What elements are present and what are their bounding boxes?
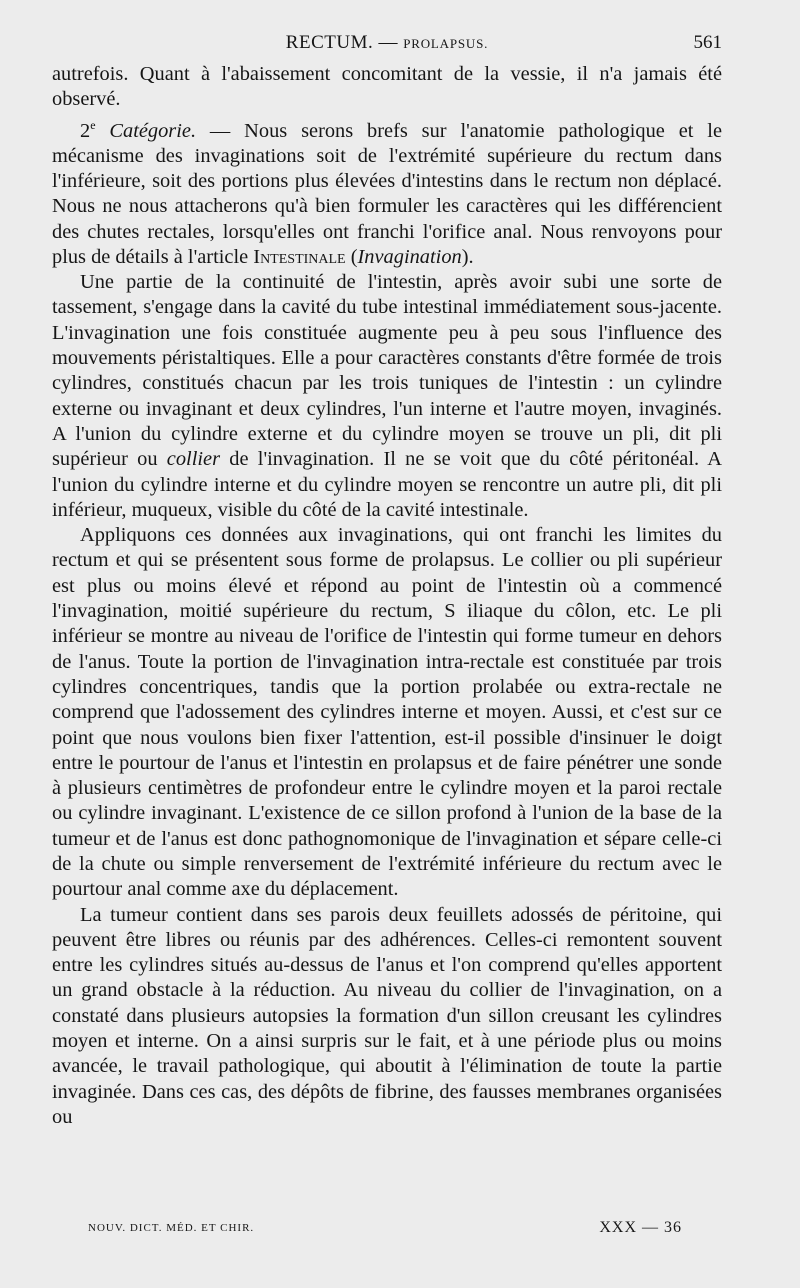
footer-signature: XXX — 36 — [599, 1219, 682, 1236]
running-title-dash: — — [378, 32, 398, 53]
running-title — [52, 32, 722, 54]
paragraph-4 — [52, 523, 722, 902]
paragraph-text: Appliquons ces données aux invaginations, qui ont franchi les limites du rectum et qui se présentent sous forme de prolapsus. Le collier ou pli supérieur est plus ou moins élevé et répond au point de l'intestin où a commencé l'invagination, moitié supérieure du rectum, S iliaque du côlon, etc. Le pli inférieur se montre au niveau de l'orifice de l'intestin qui forme tumeur en dehors de l'anus. Toute la portion de l'invagination intra-rectale est constituée par trois cylindres concentriques, tandis que la portion prolabée ou extra-rectale ne comprend que l'adossement des cylindres interne et moyen. Aussi, et c'est sur ce point que nous voulons bien fixer l'attention, est-il possible d'insinuer le doigt entre le pourtour de l'anus et l'intestin en prolapsus et de faire pénétrer une sonde à plusieurs centimètres de profondeur entre le cylindre moyen et la paroi rectale ou cylindre invaginant. L'existence de ce sillon profond à l'union de la base de la tumeur et de l'anus est donc pathognomonique de l'invagination et sépare celle-ci de la chute ou simple renversement de l'extrémité inférieure du rectum avec le pourtour anal comme axe du déplacement. — [52, 524, 722, 901]
article-reference-italic: Invagination — [357, 245, 462, 268]
running-title-main: RECTUM. — [285, 32, 374, 53]
running-header — [52, 30, 722, 58]
page-number: 561 — [693, 32, 722, 53]
paragraph-2 — [52, 113, 722, 271]
paragraph-text: — Nous serons brefs sur l'anatomie pathologique et le mécanisme des invaginations soit de l'extrémité supérieure du rectum dans l'inférieure, soit des portions plus élevées d'intestins dans le rectum non déplacé. Nous ne nous attacherons qu'à bien formuler les caractères qui les différencient des chutes rectales, lorsqu'elles ont franchi l'orifice anal. Nous renvoyons pour plus de détails à l'article — [52, 119, 722, 268]
paragraph-text: de l'invagination. Il ne se voit que du côté péritonéal. A l'union du cylindre interne et du cylindre moyen se rencontre un autre pli, dit pli inférieur, muqueux, visible du côté de la cavité intestinale. — [52, 448, 722, 521]
paragraph-text: ( — [345, 245, 358, 268]
category-label-superscript: e — [90, 117, 96, 132]
body-text — [52, 62, 722, 1130]
paragraph-3 — [52, 270, 722, 523]
italic-term: collier — [166, 448, 221, 471]
running-title-sub: PROLAPSUS. — [403, 36, 489, 51]
page-footer — [88, 1219, 682, 1244]
paragraph-text: ). — [461, 245, 474, 268]
paragraph-text: autrefois. Quant à l'abaissement concomitant de la vessie, il n'a jamais été observé. — [52, 63, 722, 111]
paragraph-1 — [52, 62, 722, 113]
paragraph-text: Une partie de la continuité de l'intestin, après avoir subi une sorte de tassement, s'engage dans la cavité du tube intestinal immédiatement sous-jacente. L'invagination une fois constituée augmente peu à peu sous l'influence des mouvements péristaltiques. Elle a pour caractères constants d'être formée de trois cylindres, constitués chacun par les trois tuniques de l'intestin : un cylindre externe ou invaginant et deux cylindres, l'un interne et l'autre moyen, invaginés. A l'union du cylindre externe et du cylindre moyen se trouve un pli, dit pli supérieur ou — [52, 271, 722, 471]
category-label-number: 2 — [80, 119, 91, 142]
footer-publication: NOUV. DICT. MÉD. ET CHIR. — [88, 1222, 255, 1234]
article-reference: Intestinale — [253, 245, 346, 268]
paragraph-5 — [52, 903, 722, 1131]
paragraph-text: La tumeur contient dans ses parois deux feuillets adossés de péritoine, qui peuvent être libres ou réunis par des adhérences. Celles-ci remontent souvent entre les cylindres situés au-dessus de l'anus et l'on comprend qu'elles apportent un grand obstacle à la réduction. Au niveau du collier de l'invagination, on a constaté dans plusieurs autopsies la formation d'un sillon creusant les cylindres moyen et interne. On a ainsi surpris sur le fait, et à une période plus ou moins avancée, le travail pathologique, qui aboutit à l'élimination de toute la partie invaginée. Dans ces cas, des dépôts de fibrine, des fausses membranes organisées ou — [52, 903, 722, 1128]
category-label: Catégorie. — [109, 119, 197, 142]
